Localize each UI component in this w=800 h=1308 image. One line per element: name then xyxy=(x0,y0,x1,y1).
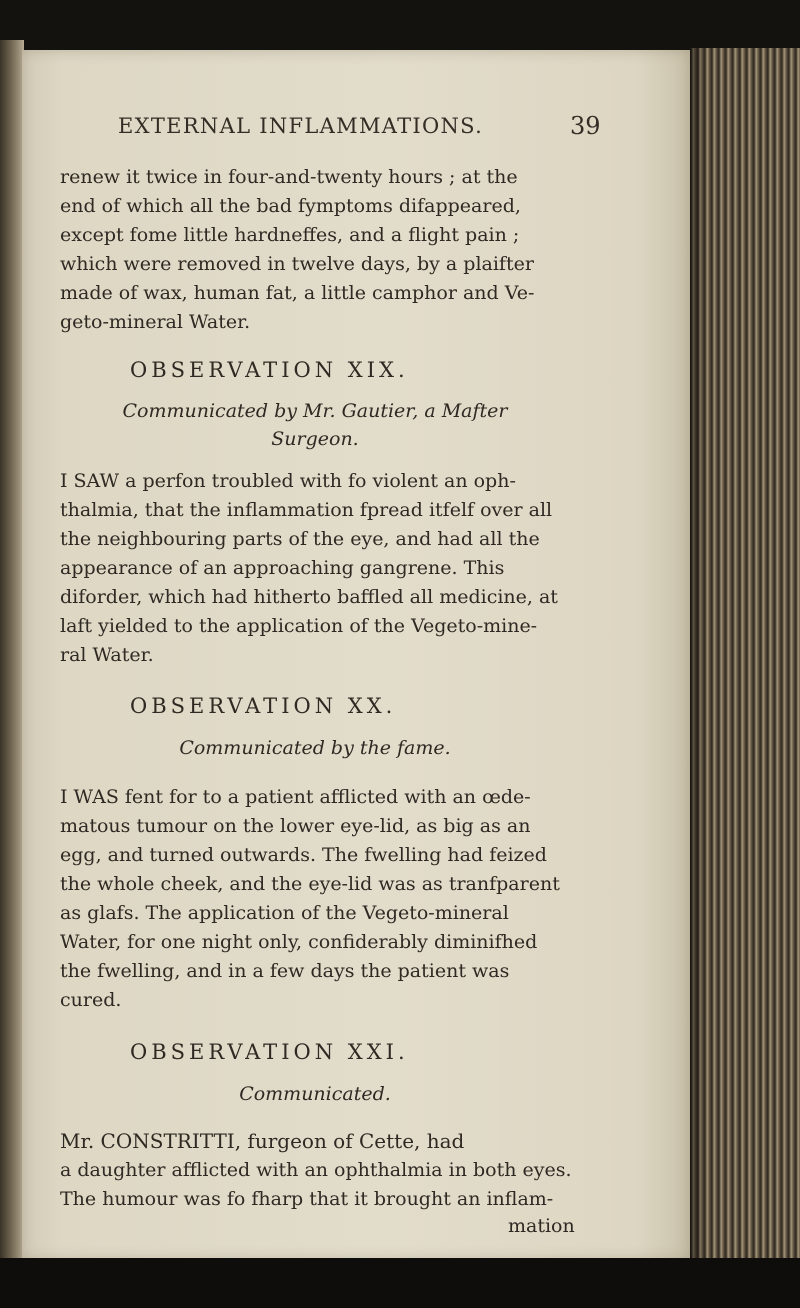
book-spine xyxy=(0,40,24,1270)
text-line: which were removed in twelve days, by a plaifter xyxy=(60,253,534,275)
observation-heading: OBSERVATION XX. xyxy=(130,694,397,718)
text-line: renew it twice in four-and-twenty hours ; at the xyxy=(60,166,518,188)
text-line: matous tumour on the lower eye-lid, as big as an xyxy=(60,815,531,837)
text-line: Water, for one night only, confiderably diminifhed xyxy=(60,931,538,953)
text-line: made of wax, human fat, a little camphor and Ve- xyxy=(60,282,535,304)
text-line: as glafs. The application of the Vegeto-mineral xyxy=(60,902,509,924)
text-line: cured. xyxy=(60,989,122,1011)
text-line: The humour was fo fharp that it brought an inflam- xyxy=(60,1188,554,1210)
text-line: the whole cheek, and the eye-lid was as tranfparent xyxy=(60,873,560,895)
text-line: ral Water. xyxy=(60,644,154,666)
page-number: 39 xyxy=(570,112,601,140)
book-cover-bottom xyxy=(0,1258,800,1308)
text-line: laft yielded to the application of the Vegeto-mine- xyxy=(60,615,538,637)
text-line: thalmia, that the inflammation fpread itfelf over all xyxy=(60,499,553,521)
communication-credit: Communicated by the fame. xyxy=(179,737,451,759)
text-line: diforder, which had hitherto baffled all medicine, at xyxy=(60,586,558,608)
running-head: EXTERNAL INFLAMMATIONS. xyxy=(118,114,484,138)
text-line: appearance of an approaching gangrene. This xyxy=(60,557,505,579)
observation-heading: OBSERVATION XIX. xyxy=(130,358,409,382)
text-line: except fome little hardneffes, and a flight pain ; xyxy=(60,224,520,246)
gutter-shadow xyxy=(690,48,706,1268)
text-line: I WAS fent for to a patient afflicted with an œde- xyxy=(60,786,531,808)
book-cover-top xyxy=(0,0,800,52)
text-line: the fwelling, and in a few days the patient was xyxy=(60,960,510,982)
communication-credit: Communicated. xyxy=(239,1083,391,1105)
observation-heading: OBSERVATION XXI. xyxy=(130,1040,409,1064)
text-line: geto-mineral Water. xyxy=(60,311,251,333)
text-line: egg, and turned outwards. The fwelling had feized xyxy=(60,844,547,866)
communication-credit: Surgeon. xyxy=(271,428,359,450)
catchword: mation xyxy=(508,1215,575,1237)
text-line: Mr. CONSTRITTI, furgeon of Cette, had xyxy=(60,1129,465,1153)
text-line: end of which all the bad fymptoms difappeared, xyxy=(60,195,521,217)
text-line: the neighbouring parts of the eye, and had all the xyxy=(60,528,540,550)
page-edges xyxy=(690,48,800,1268)
text-line: I SAW a perfon troubled with fo violent an oph- xyxy=(60,470,516,492)
text-line: a daughter afflicted with an ophthalmia in both eyes. xyxy=(60,1159,572,1181)
communication-credit: Communicated by Mr. Gautier, a Mafter xyxy=(122,400,508,422)
